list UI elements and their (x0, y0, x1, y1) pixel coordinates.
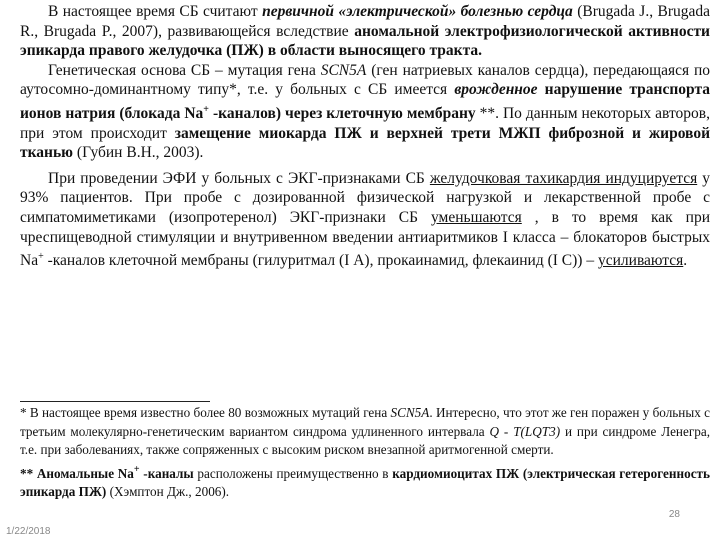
text-run: , в то время как при чреспищеводной стимуляции и внутривенном введении антиаритмиков I класса – блокаторов быстрых Na (20, 208, 710, 270)
paragraph-genetics (20, 61, 710, 163)
paragraph-ephys (20, 169, 710, 271)
text-run: . Интересно, что этот же ген поражен у больных с третьим молекулярно-генетическим вариантом синдрома удлиненного интервала (20, 405, 710, 439)
emphasis-myocardium-replacement: замещение миокарда ПЖ и верхней трети МЖП фиброзной и жировой тканью (20, 124, 710, 162)
underlined-increase: усиливаются (597, 252, 684, 270)
text-run: у 93% пациентов. При пробе с дозированной физической нагрузкой и лекарственной пробе с симпатомиметиками (изопротеренол) ЭКГ-признаки СБ (20, 169, 710, 226)
emphasis-cardiomyocytes: кардиомиоцитах ПЖ (электрическая гетерогенность эпикарда ПЖ) (20, 465, 710, 500)
emphasis-primary-disease: первичной «электрической» болезнью сердца (262, 3, 573, 20)
page-number: 28 (668, 509, 680, 520)
text-run: В настоящее время СБ считают (48, 3, 263, 20)
text-run: (Губин В.Н., 2003). (73, 144, 204, 162)
main-text (20, 2, 710, 271)
text-run: расположены преимущественно в (193, 465, 393, 481)
superscript-plus: + (38, 251, 44, 263)
underlined-vt-induced: желудочковая тахикардия индуцируется (429, 169, 698, 187)
text-run: **. По данным некоторых авторов, при этом происходит (20, 104, 710, 142)
footnotes (20, 404, 710, 502)
text-run: -каналов клеточной мембраны (гилуритмал (I А), прокаинамид, флекаинид (I С)) – (43, 252, 598, 270)
text-run: При проведении ЭФИ у больных с ЭКГ-признаками СБ (48, 169, 430, 187)
gene-name: SCN5A (390, 405, 430, 420)
emphasis-epicardium-activity: аномальной электрофизиологической активности эпикарда правого желудочка (ПЖ) в области выносящего тракта. (20, 22, 710, 60)
superscript-plus: + (133, 463, 140, 475)
gene-name: SCN5A (320, 61, 367, 79)
emphasis-channels: -каналы (139, 465, 194, 481)
emphasis-sodium-transport: нарушение транспорта ионов натрия (блокада Na (20, 81, 710, 122)
emphasis-abnormal-na: ** Аномальные Na (20, 465, 134, 481)
superscript-plus: + (203, 103, 209, 115)
footnote-separator (20, 401, 210, 402)
footnote-1 (20, 404, 710, 460)
underlined-decrease: уменьшаются (431, 208, 522, 226)
footnote-2 (20, 461, 710, 502)
slide-date: 1/22/2018 (6, 526, 51, 537)
text-run: * В настоящее время известно более 80 возможных мутаций гена (20, 405, 391, 420)
text-run: и при синдроме Ленегра, т.е. при заболеваниях, также сопряженных с высоким риском внезапной аритмогенной смерти. (20, 423, 710, 458)
text-run: (ген натриевых каналов сердца), передающаяся по аутосомно-доминантному типу*, т.е. у больных с СБ имеется (20, 61, 710, 99)
emphasis-congenital: врожденное (454, 81, 538, 99)
text-run: (Хэмптон Дж., 2006). (106, 484, 230, 500)
text-run: (Brugada J., Brugada R., Brugada P., 2007), развивающейся вследствие (20, 3, 710, 40)
qt-interval-label: Q - T(LQT3) (489, 423, 561, 439)
text-run: . (683, 252, 688, 270)
paragraph-definition (20, 2, 710, 61)
text-run: Генетическая основа СБ – мутация гена (48, 61, 321, 79)
emphasis-channels-membrane: -каналов) через клеточную мембрану (208, 104, 476, 122)
